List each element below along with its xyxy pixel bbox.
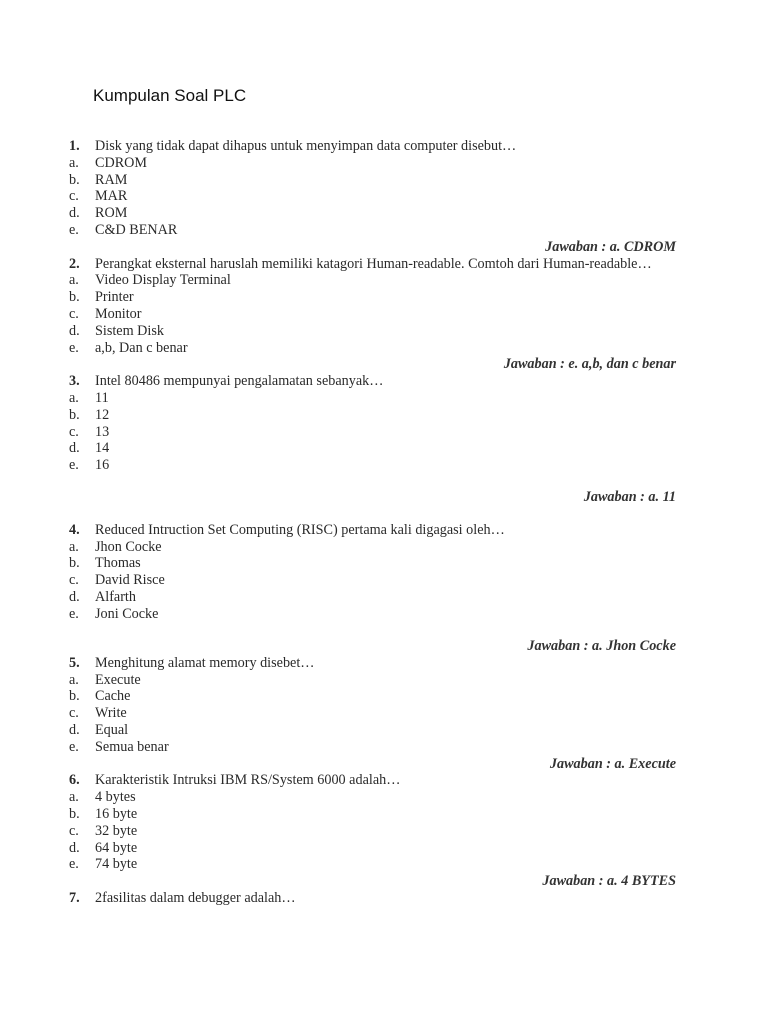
- option-text: 64 byte: [95, 839, 138, 856]
- question-number: 2.: [69, 255, 80, 272]
- question-7: [69, 890, 676, 907]
- option-letter: c.: [69, 188, 79, 205]
- option-letter: d.: [69, 205, 80, 222]
- option-text: Cache: [95, 688, 131, 705]
- option-c: [69, 306, 676, 323]
- option-text: 14: [95, 440, 110, 457]
- option-text: 11: [95, 389, 109, 406]
- question-4: [69, 522, 676, 539]
- option-letter: b.: [69, 289, 80, 306]
- spacer: [69, 474, 676, 490]
- option-b: [69, 806, 676, 823]
- option-d: [69, 205, 676, 222]
- option-letter: e.: [69, 856, 79, 873]
- option-letter: e.: [69, 457, 79, 474]
- question-text: Karakteristik Intruksi IBM RS/System 6000 adalah…: [95, 772, 401, 789]
- option-text: Joni Cocke: [95, 605, 159, 622]
- option-b: [69, 555, 676, 572]
- spacer: [69, 623, 676, 639]
- question-number: 3.: [69, 373, 80, 390]
- answer-6: Jawaban : a. 4 BYTES: [542, 873, 676, 890]
- answer-5: Jawaban : a. Execute: [549, 755, 676, 772]
- option-text: Equal: [95, 722, 129, 738]
- option-c: [69, 424, 676, 441]
- option-b: [69, 172, 676, 189]
- option-letter: d.: [69, 722, 80, 738]
- question-number: 1.: [69, 138, 80, 154]
- answer-3: Jawaban : a. 11: [583, 489, 676, 506]
- question-list: [69, 138, 676, 907]
- question-1: [69, 138, 676, 155]
- option-letter: c.: [69, 305, 79, 322]
- option-letter: a.: [69, 154, 79, 171]
- option-text: Monitor: [95, 305, 142, 322]
- question-2: [69, 256, 676, 273]
- question-text: Reduced Intruction Set Computing (RISC) pertama kali digagasi oleh…: [95, 521, 505, 538]
- option-text: Printer: [95, 289, 134, 306]
- option-e: [69, 222, 676, 239]
- option-text: Semua benar: [95, 738, 169, 755]
- option-text: Write: [95, 705, 127, 722]
- option-text: 12: [95, 406, 110, 423]
- option-c: [69, 572, 676, 589]
- option-c: [69, 823, 676, 840]
- option-text: 32 byte: [95, 822, 138, 839]
- option-letter: b.: [69, 688, 80, 705]
- option-text: David Risce: [95, 572, 165, 589]
- option-letter: a.: [69, 272, 79, 289]
- option-letter: e.: [69, 738, 79, 755]
- option-letter: c.: [69, 705, 79, 722]
- option-c: [69, 188, 676, 205]
- option-b: [69, 688, 676, 705]
- question-text: 2fasilitas dalam debugger adalah…: [95, 889, 296, 906]
- option-letter: e.: [69, 221, 79, 238]
- option-text: 16 byte: [95, 805, 138, 822]
- option-e: [69, 856, 676, 873]
- option-text: CDROM: [95, 154, 148, 171]
- option-b: [69, 289, 676, 306]
- option-text: Execute: [95, 671, 141, 688]
- option-letter: e.: [69, 339, 79, 356]
- option-e: [69, 606, 676, 623]
- option-letter: c.: [69, 423, 79, 440]
- question-text: Menghitung alamat memory disebet…: [95, 654, 315, 671]
- question-text: Disk yang tidak dapat dihapus untuk menyimpan data computer disebut…: [95, 138, 517, 154]
- option-text: 13: [95, 423, 110, 440]
- question-5: [69, 655, 676, 672]
- spacer: [69, 506, 676, 522]
- option-letter: e.: [69, 605, 79, 622]
- option-d: [69, 840, 676, 857]
- option-d: [69, 722, 676, 739]
- question-number: 6.: [69, 772, 80, 789]
- option-letter: b.: [69, 805, 80, 822]
- option-b: [69, 407, 676, 424]
- option-text: 16: [95, 457, 110, 474]
- option-e: [69, 340, 676, 357]
- option-e: [69, 739, 676, 756]
- option-e: [69, 457, 676, 474]
- option-letter: b.: [69, 171, 80, 188]
- option-d: [69, 589, 676, 606]
- option-text: RAM: [95, 171, 128, 188]
- question-6: [69, 772, 676, 789]
- option-letter: a.: [69, 538, 79, 555]
- option-letter: b.: [69, 555, 80, 572]
- question-number: 4.: [69, 521, 80, 538]
- document-title: Kumpulan Soal PLC: [93, 86, 247, 105]
- option-letter: c.: [69, 822, 79, 839]
- option-letter: c.: [69, 572, 79, 589]
- option-letter: a.: [69, 389, 79, 406]
- option-text: ROM: [95, 205, 128, 222]
- option-text: Thomas: [95, 555, 141, 572]
- option-letter: d.: [69, 440, 80, 457]
- option-c: [69, 705, 676, 722]
- option-a: [69, 789, 676, 806]
- option-letter: d.: [69, 839, 80, 856]
- option-a: [69, 390, 676, 407]
- option-text: 74 byte: [95, 856, 138, 873]
- answer-4: Jawaban : a. Jhon Cocke: [527, 638, 676, 655]
- option-letter: a.: [69, 789, 79, 806]
- option-d: [69, 440, 676, 457]
- question-text: Perangkat eksternal haruslah memiliki katagori Human-readable. Comtoh dari Human-readable…: [95, 255, 652, 272]
- option-a: [69, 155, 676, 172]
- question-number: 7.: [69, 889, 80, 906]
- option-a: [69, 539, 676, 556]
- question-3: [69, 373, 676, 390]
- option-text: MAR: [95, 188, 128, 205]
- option-text: 4 bytes: [95, 789, 136, 806]
- option-text: Alfarth: [95, 588, 136, 605]
- option-text: Sistem Disk: [95, 322, 164, 339]
- question-number: 5.: [69, 654, 80, 671]
- option-d: [69, 323, 676, 340]
- option-letter: a.: [69, 671, 79, 688]
- option-text: Video Display Terminal: [95, 272, 231, 289]
- option-text: Jhon Cocke: [95, 538, 162, 555]
- answer-2: Jawaban : e. a,b, dan c benar: [503, 356, 676, 373]
- option-text: C&D BENAR: [95, 221, 178, 238]
- option-a: [69, 672, 676, 689]
- question-text: Intel 80486 mempunyai pengalamatan sebanyak…: [95, 373, 384, 390]
- answer-1: Jawaban : a. CDROM: [545, 238, 676, 255]
- option-letter: d.: [69, 322, 80, 339]
- option-letter: b.: [69, 406, 80, 423]
- option-a: [69, 272, 676, 289]
- option-letter: d.: [69, 588, 80, 605]
- option-text: a,b, Dan c benar: [95, 339, 188, 356]
